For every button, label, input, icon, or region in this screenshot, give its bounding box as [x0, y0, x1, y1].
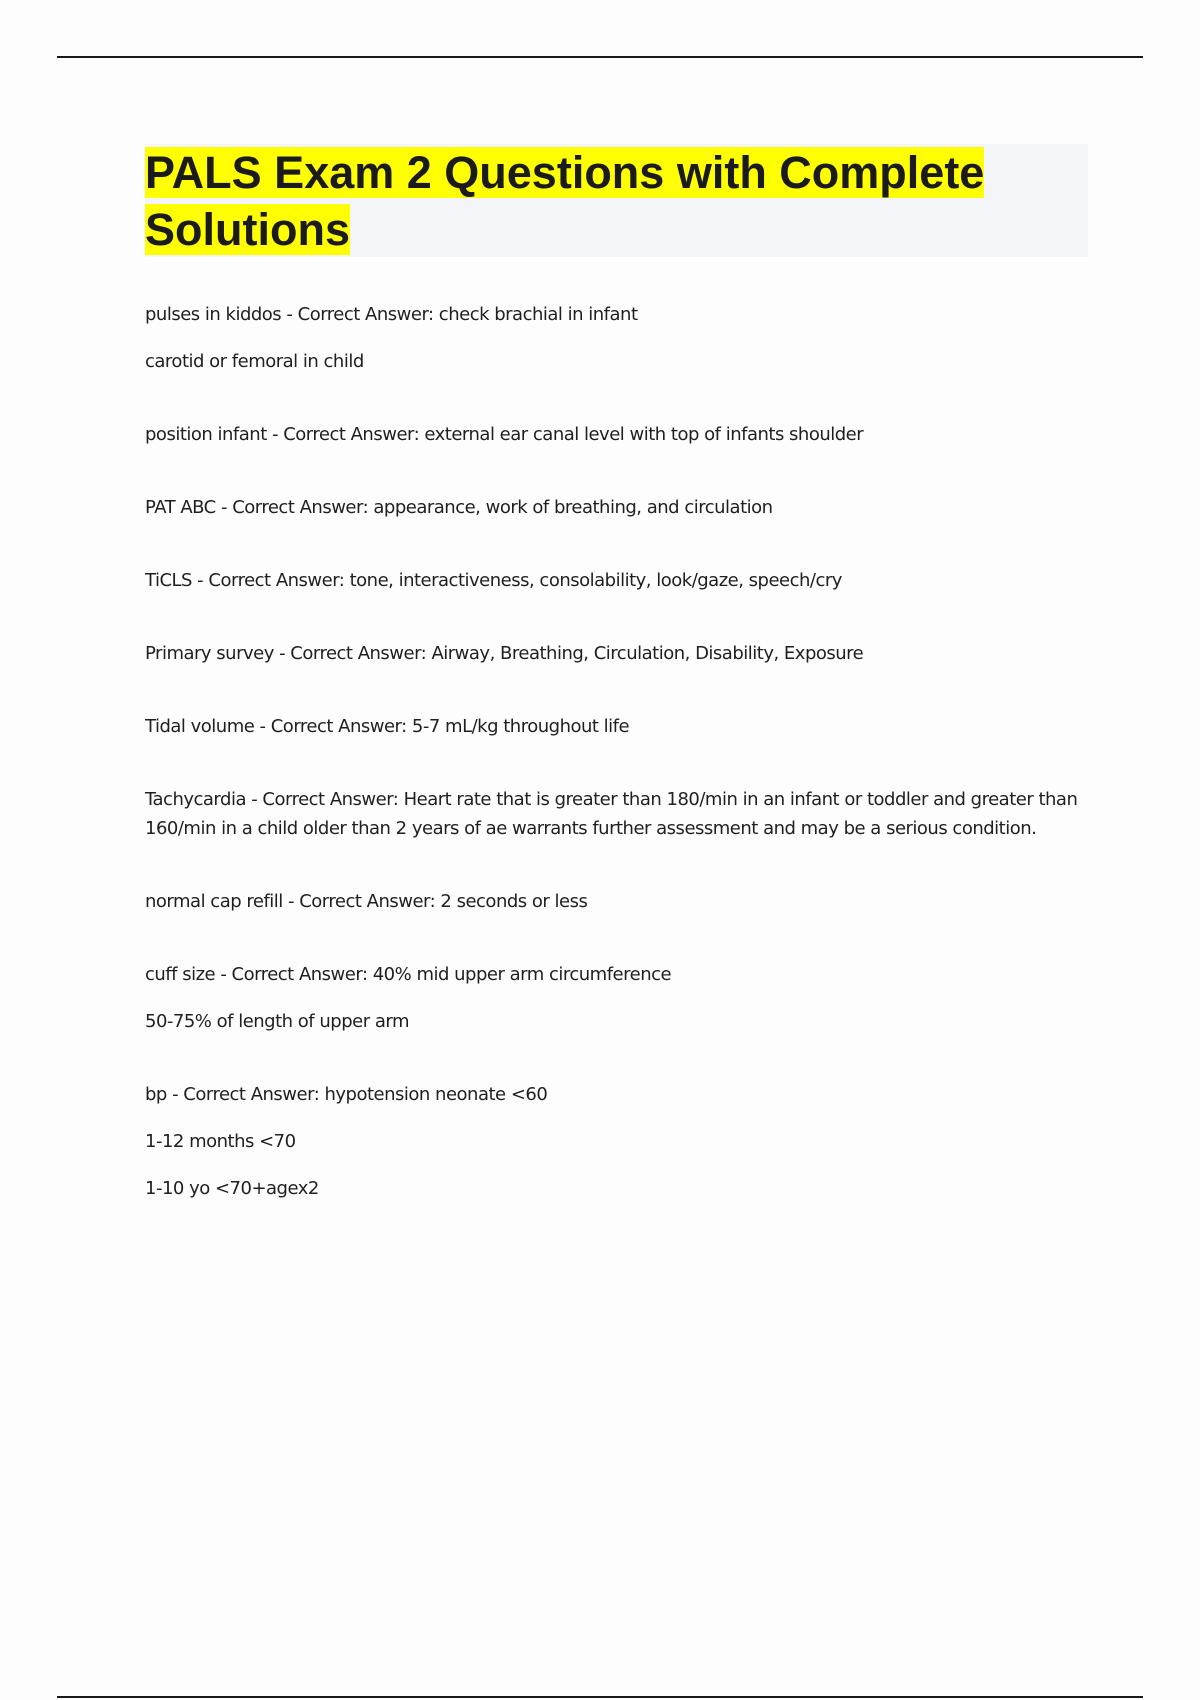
- qa-entry: [145, 639, 1085, 668]
- qa-entry: [145, 566, 1085, 595]
- qa-line: carotid or femoral in child: [145, 351, 364, 372]
- qa-entry: [145, 1080, 1085, 1203]
- qa-line: cuff size - Correct Answer: 40% mid upper arm circumference: [145, 964, 672, 985]
- qa-line: bp - Correct Answer: hypotension neonate <60: [145, 1084, 548, 1105]
- qa-entry: [145, 300, 1085, 376]
- qa-list: [145, 300, 1085, 1221]
- qa-line: 50-75% of length of upper arm: [145, 1011, 409, 1032]
- qa-line: PAT ABC - Correct Answer: appearance, work of breathing, and circulation: [145, 497, 773, 518]
- title-block: [145, 144, 1088, 257]
- qa-entry: [145, 712, 1085, 741]
- qa-entry: [145, 493, 1085, 522]
- qa-line: TiCLS - Correct Answer: tone, interactiveness, consolability, look/gaze, speech/cry: [145, 570, 842, 591]
- qa-line: Tachycardia - Correct Answer: Heart rate that is greater than 180/min in an infant or toddler and greater than 160/min in a child older than 2 years of ae warrants further assessment and may be a serious condition.: [145, 789, 1078, 839]
- qa-line: 1-10 yo <70+agex2: [145, 1178, 319, 1199]
- qa-line: Tidal volume - Correct Answer: 5-7 mL/kg throughout life: [145, 716, 630, 737]
- qa-entry: [145, 960, 1085, 1036]
- document-title: [145, 144, 1088, 258]
- footer-rule: [57, 1696, 1143, 1698]
- qa-line: 1-12 months <70: [145, 1131, 296, 1152]
- qa-line: position infant - Correct Answer: external ear canal level with top of infants shoulder: [145, 424, 864, 445]
- header-rule: [57, 56, 1143, 58]
- qa-line: pulses in kiddos - Correct Answer: check brachial in infant: [145, 304, 638, 325]
- qa-line: normal cap refill - Correct Answer: 2 seconds or less: [145, 891, 588, 912]
- qa-line: Primary survey - Correct Answer: Airway, Breathing, Circulation, Disability, Exposure: [145, 643, 864, 664]
- title-highlight: PALS Exam 2 Questions with Complete Solutions: [145, 147, 985, 255]
- qa-entry: [145, 887, 1085, 916]
- qa-entry: [145, 420, 1085, 449]
- qa-entry: [145, 785, 1085, 843]
